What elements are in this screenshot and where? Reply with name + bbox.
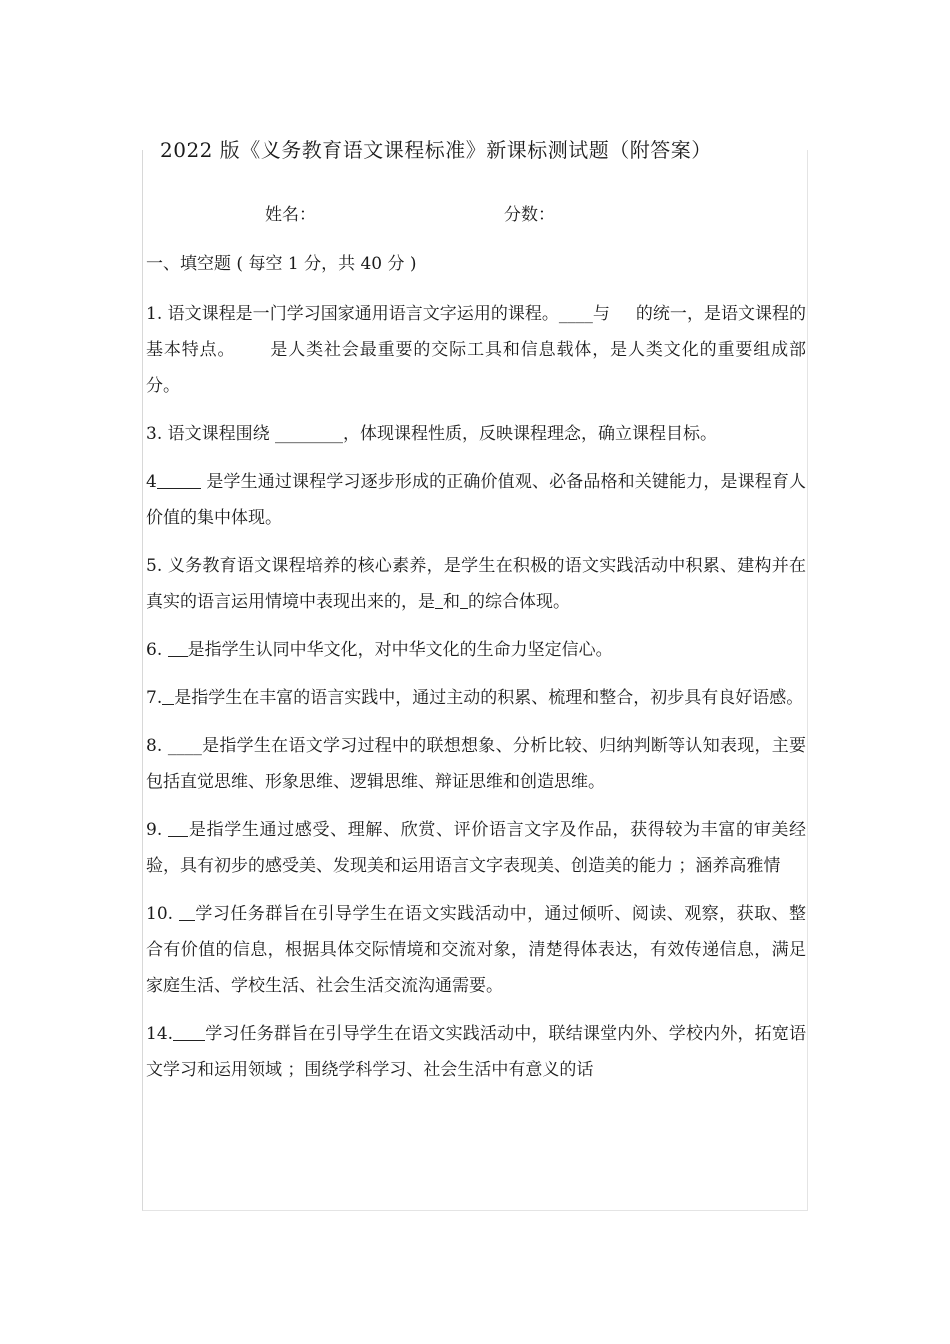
question-14: [146, 1016, 806, 1088]
question-1: [146, 296, 806, 404]
q1-blank-1: [610, 304, 636, 321]
q7-part-a: 7.: [146, 688, 163, 708]
q5-part-a: 5. 义务教育语文课程培养的核心素养，是学生在积极的语文实践活动中积累、建构并在真实的语言运用情境中表现出来的，是: [146, 556, 806, 612]
question-list: [146, 246, 806, 1100]
q10-part-a: 10.: [146, 904, 179, 924]
q9-part-a: 9.: [146, 820, 169, 840]
question-5: [146, 548, 806, 620]
q14-part-a: 14.: [146, 1024, 174, 1044]
name-label: 姓名：: [265, 205, 316, 225]
q4-part-b: 是学生通过课程学习逐步形成的正确价值观、必备品格和关键能力，是课程育人价值的集中体现。: [146, 472, 806, 528]
q6-part-b: 是指学生认同中华文化，对中华文化的生命力坚定信心。: [187, 640, 613, 660]
q5-part-c: 的综合体现。: [468, 592, 570, 612]
q1-part-b: 的统一，是语文课程的基本特点。: [146, 304, 807, 360]
question-7: [146, 680, 806, 716]
q5-blank-1: [435, 591, 443, 609]
q7-part-b: 是指学生在丰富的语言实践中，通过主动的积累、梳理和整合，初步具有良好语感。: [174, 688, 804, 708]
question-4: [146, 464, 806, 536]
section-heading: 一、填空题 ( 每空 1 分，共 40 分 ): [146, 254, 417, 274]
q10-part-b: 学习任务群旨在引导学生在语文实践活动中，通过倾听、阅读、观察，获取、整合有价值的信息，根据具体交际情境和交流对象，清楚得体表达，有效传递信息，满足家庭生活、学校生活、社会生活交流沟通需要。: [146, 904, 806, 996]
q1-part-c: 是人类社会最重要的交际工具和信息载体，是人类文化的重要组成部分。: [146, 340, 807, 396]
q4-part-a: 4: [146, 472, 157, 492]
q6-part-a: 6.: [146, 640, 168, 660]
q14-blank: [173, 1023, 205, 1041]
q7-blank: [162, 687, 174, 705]
page-title: 2022 版《义务教育语文课程标准》新课标测试题（附答案）: [160, 138, 712, 162]
question-8: 8. ____是指学生在语文学习过程中的联想想象、分析比较、归纳判断等认知表现，主要包括直觉思维、形象思维、逻辑思维、辩证思维和创造思维。: [146, 736, 806, 792]
q9-part-b: 是指学生通过感受、理解、欣赏、评价语言文字及作品，获得较为丰富的审美经验，具有初步的感受美、发现美和运用语言文字表现美、创造美的能力 ；涵养高雅情: [146, 820, 807, 876]
q4-blank: [157, 471, 201, 489]
question-9: [146, 812, 806, 884]
score-label: 分数：: [504, 205, 555, 225]
question-10: [146, 896, 806, 1004]
q5-part-b: 和: [443, 592, 460, 612]
q5-blank-2: [460, 591, 468, 609]
question-6: [146, 632, 806, 668]
question-3: [146, 416, 806, 452]
q6-blank: [168, 639, 188, 657]
q3-part-a: 3. 语文课程围绕 ________: [146, 424, 344, 444]
q1-blank-2: [235, 340, 269, 357]
q9-blank: [168, 819, 188, 837]
q3-part-b: ，体现课程性质，反映课程理念，确立课程目标。: [343, 424, 718, 444]
q10-blank: [179, 903, 195, 921]
q1-part-a: 1. 语文课程是一门学习国家通用语言文字运用的课程。____与: [146, 304, 610, 324]
q14-part-b: 学习任务群旨在引导学生在语文实践活动中，联结课堂内外、学校内外，拓宽语文学习和运用领域 ；围绕学科学习、社会生活中有意义的话: [146, 1024, 806, 1080]
